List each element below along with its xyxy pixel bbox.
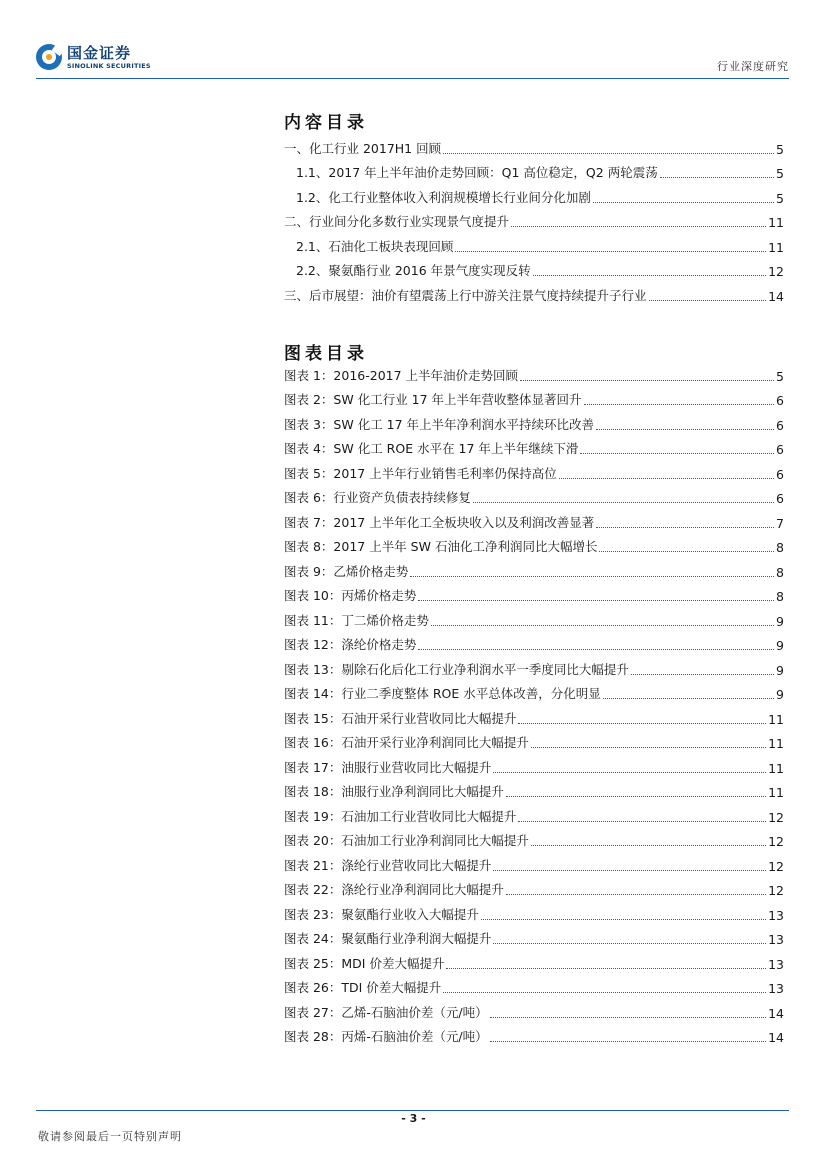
dot-leader — [520, 379, 774, 381]
figure-entry-label: 图表 6：行业资产负债表持续修复 — [284, 490, 471, 505]
figure-entry-page: 11 — [768, 785, 784, 800]
figure-entry-label: 图表 9：乙烯价格走势 — [284, 563, 409, 579]
page-number: - 3 - — [401, 1112, 426, 1125]
dot-leader — [603, 697, 774, 699]
figure-entry-page: 8 — [776, 540, 784, 555]
figure-entry[interactable] — [284, 531, 784, 556]
figure-entry-label: 图表 2：SW 化工行业 17 年上半年营收整体显著回升 — [284, 392, 582, 407]
dot-leader — [473, 501, 774, 503]
dot-leader — [493, 771, 766, 773]
toc-entry[interactable] — [284, 132, 784, 157]
logo-en-text: SINOLINK SECURITIES — [67, 61, 151, 70]
dot-leader — [649, 299, 767, 301]
footer-divider — [36, 1110, 789, 1111]
figure-entry-page: 14 — [768, 1030, 784, 1045]
header-divider — [36, 78, 789, 79]
figure-entry[interactable] — [284, 849, 784, 874]
dot-leader — [511, 225, 766, 227]
figure-entry[interactable] — [284, 776, 784, 801]
figure-entry[interactable] — [284, 825, 784, 850]
figure-entry-page: 12 — [768, 834, 784, 849]
figure-entry-label: 图表 12：涤纶价格走势 — [284, 637, 417, 652]
dot-leader — [493, 869, 766, 871]
toc-entry-label: 1.1、2017 年上半年油价走势回顾：Q1 高位稳定，Q2 两轮震荡 — [296, 165, 658, 180]
figure-entry[interactable] — [284, 702, 784, 727]
dot-leader — [518, 820, 766, 822]
toc-entry[interactable] — [284, 181, 784, 206]
toc-entry-page: 12 — [768, 264, 784, 279]
company-logo — [36, 44, 151, 70]
toc-entry-label: 二、行业间分化多数行业实现景气度提升 — [284, 214, 510, 229]
figure-entry-page: 9 — [776, 638, 784, 653]
toc-entry-label: 三、后市展望：油价有望震荡上行中游关注景气度持续提升子行业 — [284, 287, 647, 303]
figure-entry-page: 11 — [768, 760, 784, 776]
figure-entry-page: 9 — [776, 687, 784, 702]
contents-list — [284, 132, 784, 304]
contents-title: 内容目录 — [284, 113, 368, 133]
figure-entry-label: 图表 24：聚氨酯行业净利润大幅提升 — [284, 931, 492, 946]
figure-entry-page: 13 — [768, 956, 784, 972]
figure-entry[interactable] — [284, 653, 784, 678]
toc-entry-label: 2.1、石油化工板块表现回顾 — [296, 238, 454, 254]
figure-entry[interactable] — [284, 629, 784, 654]
dot-leader — [490, 1016, 766, 1018]
toc-entry-page: 11 — [768, 215, 784, 230]
figure-entry-label: 图表 23：聚氨酯行业收入大幅提升 — [284, 906, 479, 922]
figure-entry-label: 图表 17：油服行业营收同比大幅提升 — [284, 759, 492, 775]
figure-entry[interactable] — [284, 751, 784, 776]
toc-entry-page: 14 — [768, 288, 784, 304]
figure-entry-page: 6 — [776, 417, 784, 433]
figure-entry-page: 12 — [768, 883, 784, 898]
figure-entry-label: 图表 25：MDI 价差大幅提升 — [284, 955, 445, 971]
figure-entry-page: 8 — [776, 564, 784, 580]
toc-entry[interactable] — [284, 230, 784, 255]
figure-entry-label: 图表 18：油服行业净利润同比大幅提升 — [284, 784, 504, 799]
figure-entry[interactable] — [284, 482, 784, 507]
figure-entry[interactable] — [284, 800, 784, 825]
figure-entry-page: 13 — [768, 981, 784, 996]
dot-leader — [631, 673, 774, 675]
dot-leader — [431, 624, 774, 626]
logo-cn-text: 国金证券 — [67, 43, 132, 62]
toc-entry-label: 一、化工行业 2017H1 回顾 — [284, 140, 442, 156]
dot-leader — [443, 991, 766, 993]
figure-entry[interactable] — [284, 874, 784, 899]
dot-leader — [596, 428, 774, 430]
dot-leader — [593, 201, 774, 203]
figure-entry[interactable] — [284, 972, 784, 997]
dot-leader — [599, 550, 774, 552]
figure-entry-label: 图表 15：石油开采行业营收同比大幅提升 — [284, 710, 517, 726]
sinolink-logo-icon — [36, 44, 62, 70]
figure-entry-label: 图表 3：SW 化工 17 年上半年净利润水平持续环比改善 — [284, 416, 595, 432]
figure-entry-label: 图表 5：2017 上半年行业销售毛利率仍保持高位 — [284, 465, 557, 481]
figure-entry-label: 图表 16：石油开采行业净利润同比大幅提升 — [284, 735, 529, 750]
dot-leader — [580, 452, 774, 454]
footer-disclaimer: 敬请参阅最后一页特别声明 — [38, 1130, 182, 1143]
figure-entry-label: 图表 1：2016-2017 上半年油价走势回顾 — [284, 367, 519, 383]
figure-entry[interactable] — [284, 580, 784, 605]
figure-entry[interactable] — [284, 457, 784, 482]
dot-leader — [531, 746, 766, 748]
figure-entry[interactable] — [284, 408, 784, 433]
figure-entry[interactable] — [284, 604, 784, 629]
figure-entry-label: 图表 11：丁二烯价格走势 — [284, 612, 429, 628]
figure-entry-label: 图表 7：2017 上半年化工全板块收入以及利润改善显著 — [284, 514, 595, 530]
dot-leader — [443, 152, 774, 154]
figure-entry-page: 13 — [768, 907, 784, 923]
toc-entry-label: 2.2、聚氨酯行业 2016 年景气度实现反转 — [296, 263, 531, 278]
figure-entry-page: 5 — [776, 368, 784, 384]
dot-leader — [518, 722, 766, 724]
figure-entry-label: 图表 19：石油加工行业营收同比大幅提升 — [284, 808, 517, 824]
dot-leader — [559, 477, 774, 479]
figure-entry-page: 6 — [776, 393, 784, 408]
figure-entry-page: 6 — [776, 442, 784, 457]
figure-entry[interactable] — [284, 1021, 784, 1046]
figure-entry-label: 图表 10：丙烯价格走势 — [284, 588, 417, 603]
figure-entry-page: 8 — [776, 589, 784, 604]
page-header — [0, 0, 827, 84]
toc-entry-page: 5 — [776, 141, 784, 157]
toc-entry[interactable] — [284, 279, 784, 304]
figure-entry-page: 6 — [776, 466, 784, 482]
figure-entry-label: 图表 14：行业二季度整体 ROE 水平总体改善，分化明显 — [284, 686, 601, 701]
figure-entry[interactable] — [284, 506, 784, 531]
dot-leader — [531, 844, 766, 846]
figure-entry[interactable] — [284, 555, 784, 580]
figure-entry-page: 9 — [776, 662, 784, 678]
figure-entry[interactable] — [284, 996, 784, 1021]
figure-entry-label: 图表 4：SW 化工 ROE 水平在 17 年上半年继续下滑 — [284, 441, 579, 456]
figure-entry[interactable] — [284, 384, 784, 409]
figure-entry-label: 图表 26：TDI 价差大幅提升 — [284, 980, 442, 995]
figures-list — [284, 359, 784, 1045]
toc-entry[interactable] — [284, 157, 784, 182]
figure-entry-page: 7 — [776, 515, 784, 531]
figure-entry-label: 图表 27：乙烯-石脑油价差（元/吨） — [284, 1004, 488, 1020]
figure-entry-page: 9 — [776, 613, 784, 629]
figure-entry-page: 12 — [768, 858, 784, 874]
figure-entry[interactable] — [284, 923, 784, 948]
figure-entry-label: 图表 22：涤纶行业净利润同比大幅提升 — [284, 882, 504, 897]
figure-entry[interactable] — [284, 727, 784, 752]
dot-leader — [506, 795, 766, 797]
figures-title: 图表目录 — [284, 344, 368, 364]
figure-entry-page: 14 — [768, 1005, 784, 1021]
figure-entry-page: 11 — [768, 736, 784, 751]
figure-entry-label: 图表 13：剔除石化后化工行业净利润水平一季度同比大幅提升 — [284, 661, 629, 677]
dot-leader — [584, 403, 774, 405]
dot-leader — [446, 967, 766, 969]
figure-entry[interactable] — [284, 433, 784, 458]
toc-entry-label: 1.2、化工行业整体收入利润规模增长行业间分化加剧 — [296, 189, 591, 205]
figure-entry[interactable] — [284, 898, 784, 923]
figure-entry-label: 图表 8：2017 上半年 SW 石油化工净利润同比大幅增长 — [284, 539, 598, 554]
toc-entry-page: 5 — [776, 190, 784, 206]
figure-entry-page: 6 — [776, 491, 784, 506]
dot-leader — [506, 893, 766, 895]
dot-leader — [596, 526, 774, 528]
dot-leader — [660, 176, 774, 178]
dot-leader — [533, 274, 766, 276]
dot-leader — [418, 599, 774, 601]
report-type: 行业深度研究 — [717, 60, 789, 73]
dot-leader — [490, 1040, 766, 1042]
figure-entry-label: 图表 20：石油加工行业净利润同比大幅提升 — [284, 833, 529, 848]
figure-entry[interactable] — [284, 947, 784, 972]
dot-leader — [481, 918, 766, 920]
dot-leader — [410, 575, 774, 577]
figure-entry-page: 11 — [768, 711, 784, 727]
toc-entry-page: 5 — [776, 166, 784, 181]
figure-entry[interactable] — [284, 678, 784, 703]
figure-entry-page: 12 — [768, 809, 784, 825]
dot-leader — [418, 648, 774, 650]
dot-leader — [455, 250, 766, 252]
toc-entry[interactable] — [284, 206, 784, 231]
figure-entry-page: 13 — [768, 932, 784, 947]
toc-entry[interactable] — [284, 255, 784, 280]
toc-entry-page: 11 — [768, 239, 784, 255]
dot-leader — [493, 942, 766, 944]
figure-entry[interactable] — [284, 359, 784, 384]
figure-entry-label: 图表 28：丙烯-石脑油价差（元/吨） — [284, 1029, 488, 1044]
figure-entry-label: 图表 21：涤纶行业营收同比大幅提升 — [284, 857, 492, 873]
